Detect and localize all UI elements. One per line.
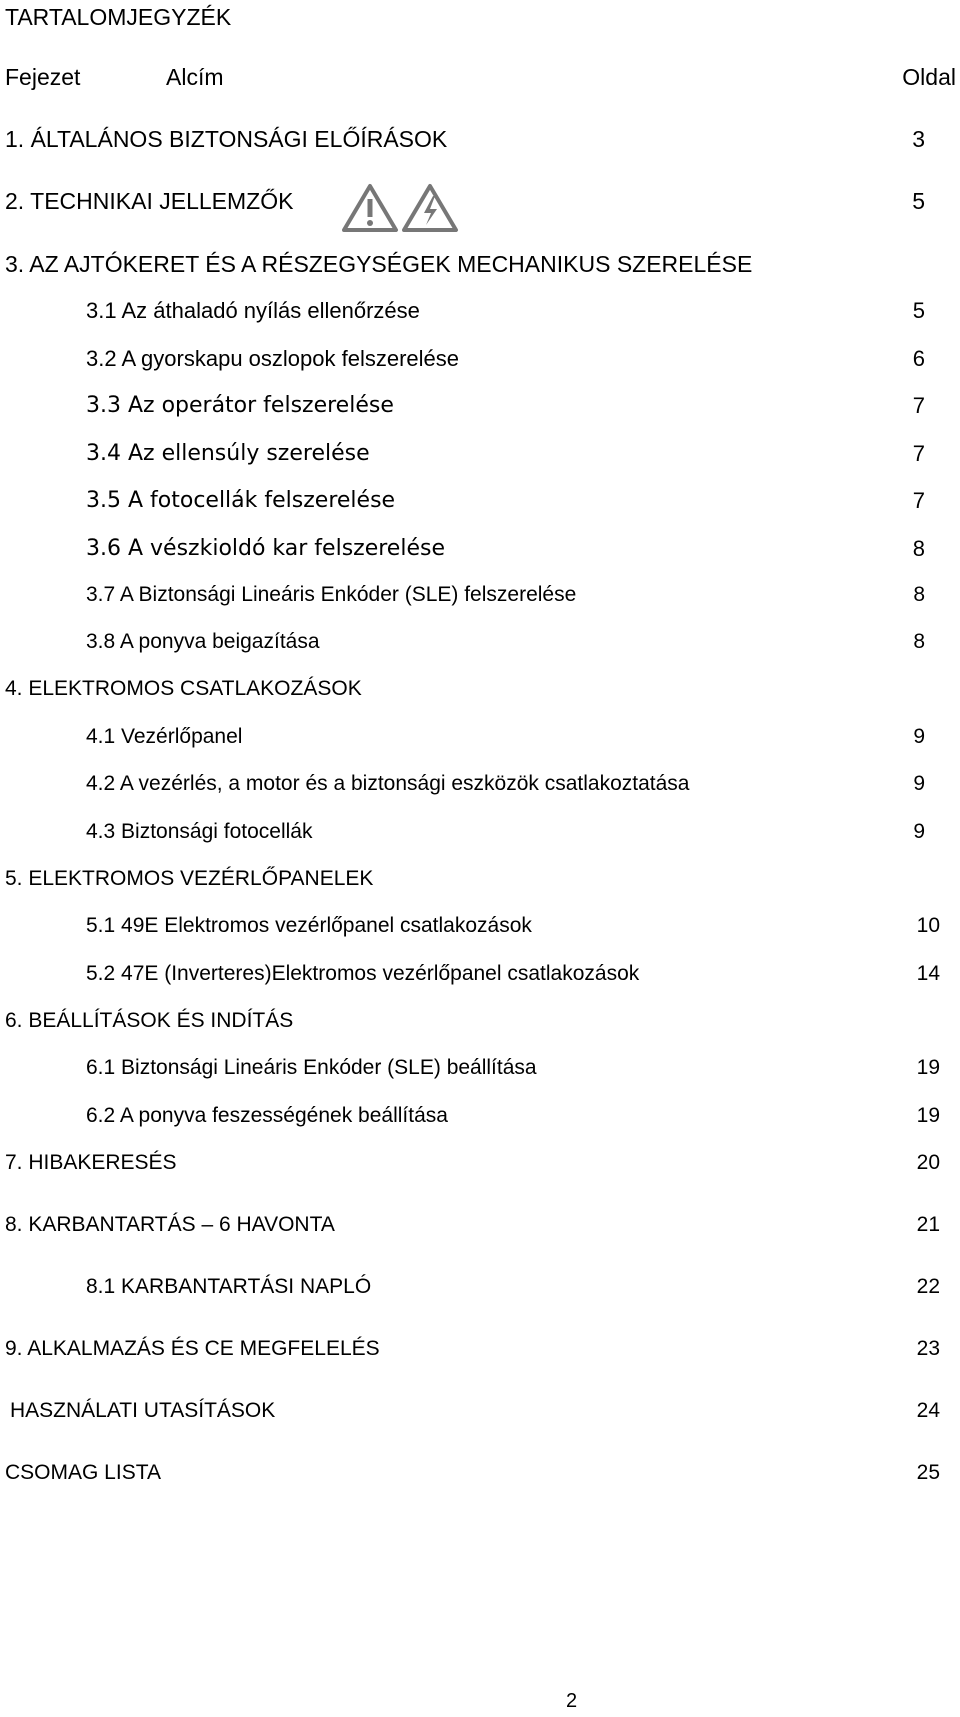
toc-entry-package-list: CSOMAG LISTA bbox=[5, 1461, 161, 1484]
toc-entry-4-2: 4.2 A vezérlés, a motor és a biztonsági eszközök csatlakoztatása bbox=[86, 772, 690, 795]
toc-page-5-2: 14 bbox=[916, 962, 940, 985]
toc-page-2: 5 bbox=[912, 188, 925, 214]
toc-entry-6-2: 6.2 A ponyva feszességének beállítása bbox=[86, 1104, 448, 1127]
toc-page-8: 21 bbox=[916, 1213, 940, 1236]
header-chapter: Fejezet bbox=[5, 64, 81, 90]
toc-title: TARTALOMJEGYZÉK bbox=[5, 4, 232, 30]
toc-page-6-1: 19 bbox=[916, 1056, 940, 1079]
toc-entry-3-5: 3.5 A fotocellák felszerelése bbox=[86, 488, 396, 513]
toc-page-package-list: 25 bbox=[916, 1461, 940, 1484]
toc-page-4-3: 9 bbox=[913, 820, 925, 843]
toc-entry-3-2: 3.2 A gyorskapu oszlopok felszerelése bbox=[86, 346, 460, 371]
toc-entry-6: 6. BEÁLLÍTÁSOK ÉS INDÍTÁS bbox=[5, 1009, 294, 1032]
toc-page-8-1: 22 bbox=[916, 1275, 940, 1298]
toc-page-3-6: 8 bbox=[912, 536, 925, 561]
toc-page-4-2: 9 bbox=[913, 772, 925, 795]
hazard-icons bbox=[340, 182, 462, 234]
toc-page-3-2: 6 bbox=[912, 346, 925, 371]
toc-page-3-8: 8 bbox=[913, 630, 925, 653]
toc-page-4-1: 9 bbox=[913, 725, 925, 748]
toc-entry-6-1: 6.1 Biztonsági Lineáris Enkóder (SLE) beállítása bbox=[86, 1056, 537, 1079]
warning-exclamation-icon bbox=[340, 182, 462, 234]
toc-page-9: 23 bbox=[916, 1337, 940, 1360]
toc-entry-4-3: 4.3 Biztonsági fotocellák bbox=[86, 820, 313, 843]
toc-page-3-7: 8 bbox=[913, 583, 925, 606]
toc-page-1: 3 bbox=[912, 126, 925, 152]
toc-entry-5: 5. ELEKTROMOS VEZÉRLŐPANELEK bbox=[5, 867, 374, 890]
toc-page-5-1: 10 bbox=[916, 914, 940, 937]
toc-page-usage: 24 bbox=[916, 1399, 940, 1422]
toc-entry-9: 9. ALKALMAZÁS ÉS CE MEGFELELÉS bbox=[5, 1337, 380, 1360]
toc-page-3-3: 7 bbox=[912, 393, 925, 418]
toc-entry-8: 8. KARBANTARTÁS – 6 HAVONTA bbox=[5, 1213, 335, 1236]
toc-entry-3-6: 3.6 A vészkioldó kar felszerelése bbox=[86, 536, 445, 561]
toc-entry-7: 7. HIBAKERESÉS bbox=[5, 1151, 177, 1174]
toc-entry-8-1: 8.1 KARBANTARTÁSI NAPLÓ bbox=[86, 1275, 372, 1298]
toc-page-3-4: 7 bbox=[912, 441, 925, 466]
header-subtitle: Alcím bbox=[166, 64, 224, 90]
toc-entry-usage: HASZNÁLATI UTASÍTÁSOK bbox=[10, 1399, 276, 1422]
toc-entry-2: 2. TECHNIKAI JELLEMZŐK bbox=[5, 188, 294, 214]
toc-entry-1: 1. ÁLTALÁNOS BIZTONSÁGI ELŐÍRÁSOK bbox=[5, 126, 448, 152]
header-page: Oldal bbox=[902, 64, 956, 90]
toc-entry-3-8: 3.8 A ponyva beigazítása bbox=[86, 630, 320, 653]
toc-page-6-2: 19 bbox=[916, 1104, 940, 1127]
toc-page-7: 20 bbox=[916, 1151, 940, 1174]
toc-entry-3-1: 3.1 Az áthaladó nyílás ellenőrzése bbox=[86, 298, 420, 323]
toc-entry-3: 3. AZ AJTÓKERET ÉS A RÉSZEGYSÉGEK MECHANIKUS SZERELÉSE bbox=[5, 251, 753, 277]
electrical-hazard-icon bbox=[404, 186, 456, 230]
page-number: 2 bbox=[566, 1690, 578, 1712]
toc-entry-4-1: 4.1 Vezérlőpanel bbox=[86, 725, 243, 748]
toc-entry-3-7: 3.7 A Biztonsági Lineáris Enkóder (SLE) felszerelése bbox=[86, 583, 577, 606]
toc-entry-5-2: 5.2 47E (Inverteres)Elektromos vezérlőpanel csatlakozások bbox=[86, 962, 640, 985]
toc-page-3-1: 5 bbox=[912, 298, 925, 323]
toc-page-3-5: 7 bbox=[912, 488, 925, 513]
toc-entry-3-3: 3.3 Az operátor felszerelése bbox=[86, 393, 394, 418]
toc-entry-3-4: 3.4 Az ellensúly szerelése bbox=[86, 441, 370, 466]
toc-entry-5-1: 5.1 49E Elektromos vezérlőpanel csatlakozások bbox=[86, 914, 532, 937]
toc-entry-4: 4. ELEKTROMOS CSATLAKOZÁSOK bbox=[5, 677, 362, 700]
